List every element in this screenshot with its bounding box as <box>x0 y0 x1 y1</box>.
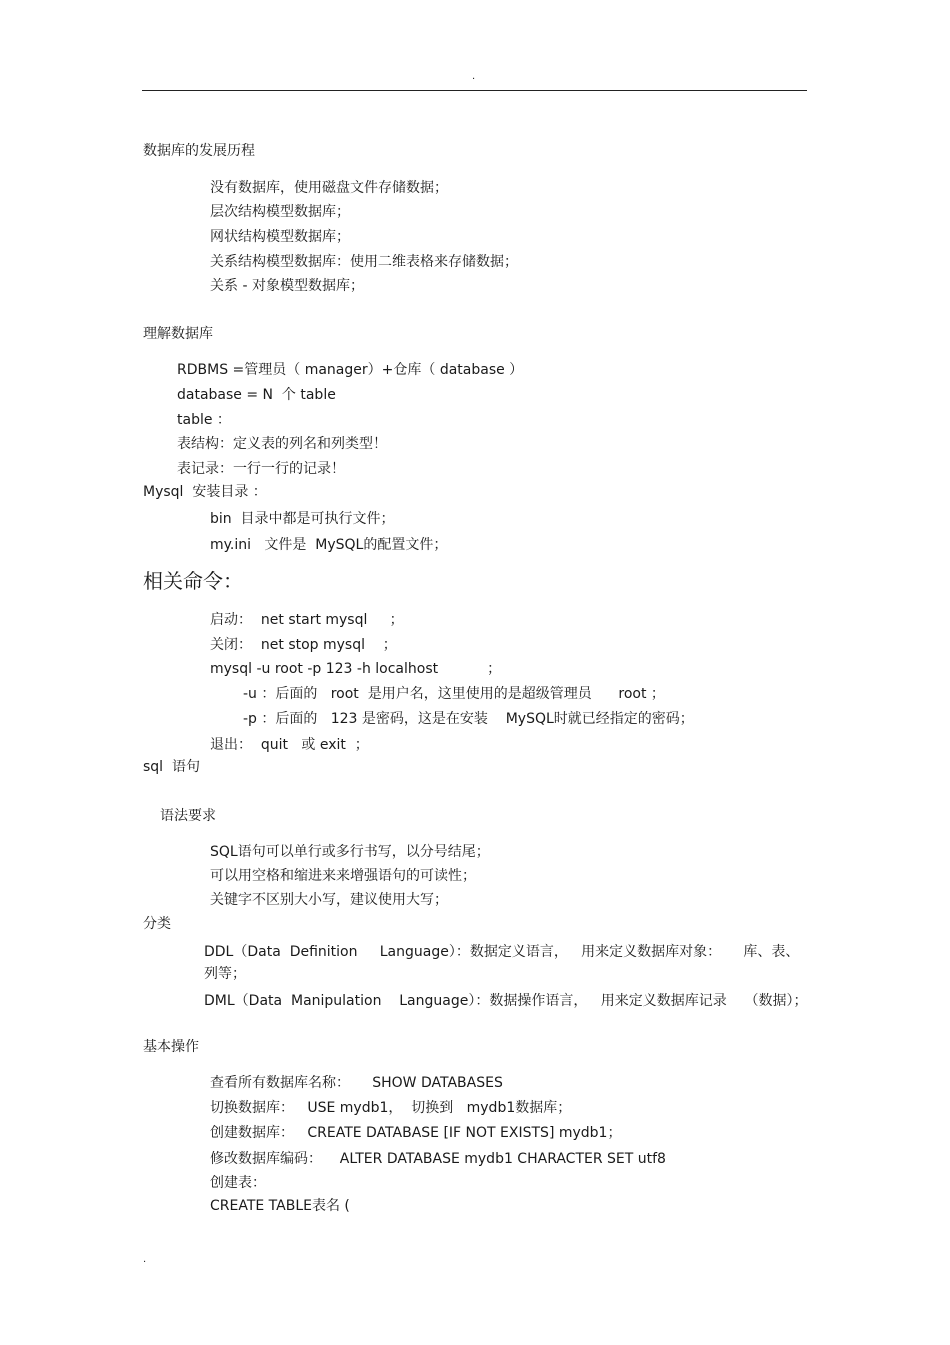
history-item: 网状结构模型数据库； <box>210 229 350 245</box>
history-item: 层次结构模型数据库； <box>210 204 350 220</box>
basic-item: 创建数据库： CREATE DATABASE [IF NOT EXISTS] mydb1； <box>210 1125 622 1141</box>
section-title-category: 分类 <box>143 916 171 932</box>
command-option-p: -p ：后面的 123 是密码，这是在安装 MySQL时就已经指定的密码； <box>243 711 694 727</box>
section-title-install: Mysql 安装目录 ： <box>143 484 267 500</box>
command-stop: 关闭： net stop mysql ； <box>210 637 397 653</box>
section-title-basic: 基本操作 <box>143 1039 199 1055</box>
category-dml: DML（Data Manipulation Language）：数据操作语言， 用来定义数据库记录 （数据）； <box>204 993 808 1009</box>
install-item: bin 目录中都是可执行文件； <box>210 511 395 527</box>
section-title-sql: sql 语句 <box>143 759 200 775</box>
understand-item: table ： <box>177 412 231 428</box>
understand-item: database = N 个 table <box>177 387 336 403</box>
understand-item: 表结构：定义表的列名和列类型！ <box>177 436 387 452</box>
category-ddl: DDL（Data Definition Language）：数据定义语言， 用来定义数据库对象： 库、表、 <box>204 944 800 960</box>
history-item: 关系结构模型数据库：使用二维表格来存储数据； <box>210 254 518 270</box>
command-start: 启动： net start mysql ； <box>210 612 404 628</box>
syntax-item: 可以用空格和缩进来来增强语句的可读性； <box>210 868 476 884</box>
section-title-commands: 相关命令： <box>143 569 243 593</box>
header-rule <box>142 90 807 91</box>
section-title-history: 数据库的发展历程 <box>143 143 255 159</box>
history-item: 关系 - 对象模型数据库； <box>210 278 364 294</box>
syntax-item: SQL语句可以单行或多行书写，以分号结尾； <box>210 844 490 860</box>
header-mark: . <box>472 71 476 82</box>
history-item: 没有数据库，使用磁盘文件存储数据； <box>210 180 448 196</box>
understand-item: 表记录：一行一行的记录！ <box>177 461 345 477</box>
section-title-understand: 理解数据库 <box>143 326 213 342</box>
command-login: mysql -u root -p 123 -h localhost ； <box>210 661 502 677</box>
syntax-item: 关键字不区别大小写，建议使用大写； <box>210 892 448 908</box>
basic-item: 修改数据库编码： ALTER DATABASE mydb1 CHARACTER SET utf8 <box>210 1151 666 1167</box>
basic-item: 查看所有数据库名称： SHOW DATABASES <box>210 1075 503 1091</box>
basic-item: CREATE TABLE表名 ( <box>210 1198 350 1214</box>
footer-mark: . <box>143 1254 147 1265</box>
command-exit: 退出： quit 或 exit ； <box>210 737 369 753</box>
understand-item: RDBMS =管理员（ manager）+仓库（ database ） <box>177 362 524 378</box>
category-ddl-cont: 列等； <box>204 966 246 982</box>
install-item: my.ini 文件是 MySQL的配置文件； <box>210 537 448 553</box>
syntax-title: 语法要求 <box>160 808 216 824</box>
basic-item: 切换数据库： USE mydb1， 切换到 mydb1数据库； <box>210 1100 572 1116</box>
basic-item: 创建表： <box>210 1175 266 1191</box>
command-option-u: -u ：后面的 root 是用户名，这里使用的是超级管理员 root ； <box>243 686 665 702</box>
